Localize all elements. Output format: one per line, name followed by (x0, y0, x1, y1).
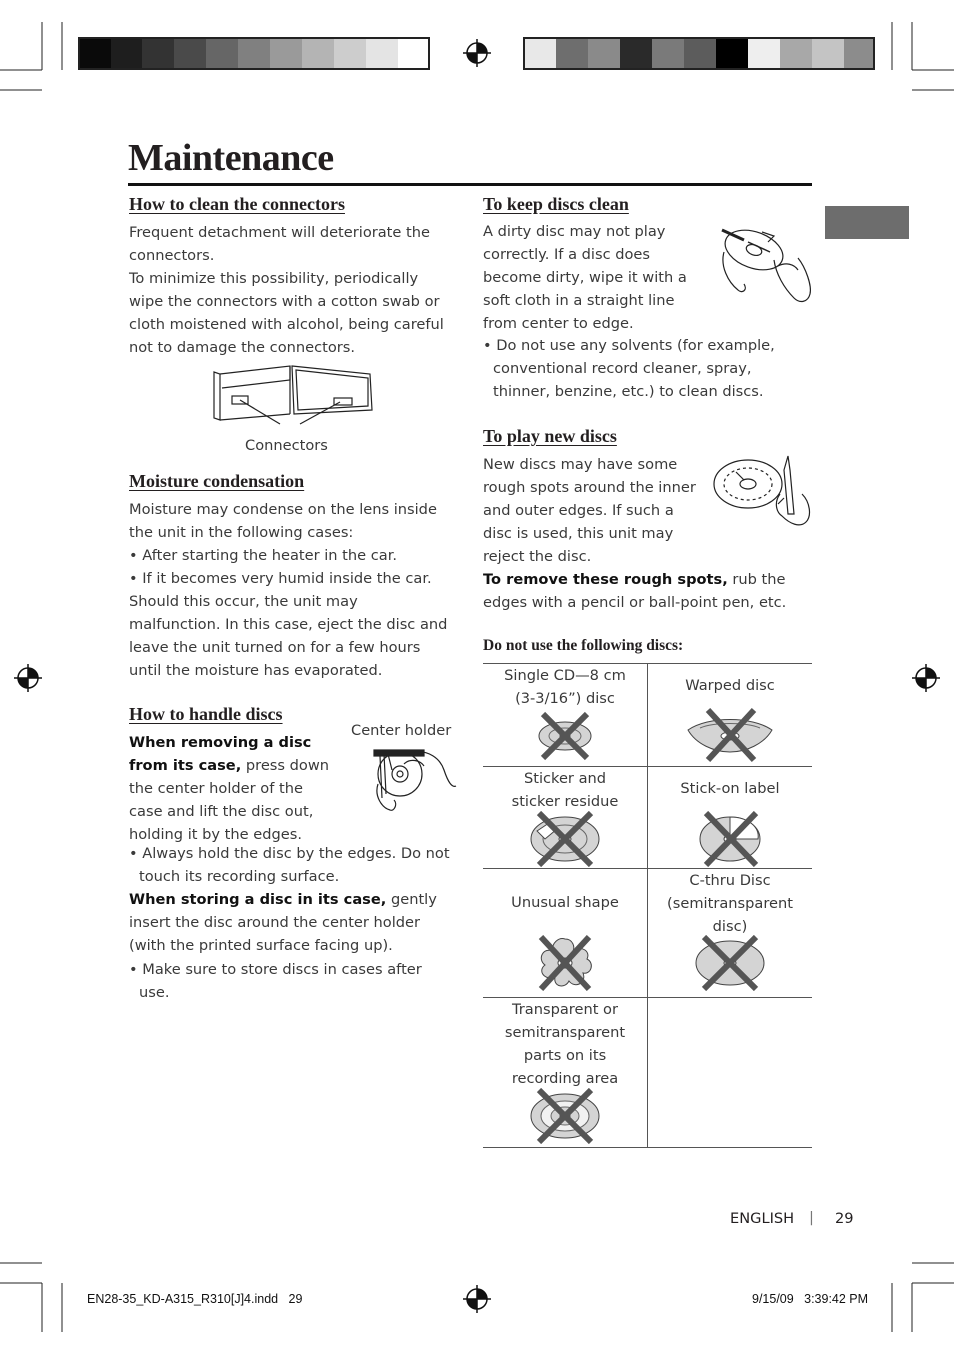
remove-rough-body: rub the edges with a pencil or ball-point pen, etc. (483, 571, 787, 611)
cell-single-cd (483, 664, 647, 766)
cell-warped (647, 664, 812, 766)
footer-language: ENGLISH (730, 1210, 795, 1227)
cell-cthru-label: C-thru Disc (semitransparent disc) (667, 872, 793, 935)
cell-transparent (483, 998, 647, 1147)
crossed-flower-disc-icon (533, 935, 597, 991)
moisture-p1: Moisture may condense on the lens inside the unit in the following cases: (129, 501, 437, 541)
cell-warped-label: Warped disc (685, 677, 775, 694)
remove-rough-text (483, 568, 811, 614)
storing-bold: When storing a disc in its case, (129, 891, 387, 908)
connectors-caption: Connectors (245, 437, 328, 454)
removing-body: press down the center holder of the case and lift the disc out, holding it by the edges. (129, 757, 330, 843)
moisture-p2: Should this occur, the unit may malfunction. In this case, eject the disc and leave the unit turned on for a few hours until the moisture has evaporated. (129, 593, 448, 679)
page-title: Maintenance (128, 137, 334, 179)
clean-bullet-1-text: Do not use any solvents (for example, conventional record cleaner, spray, thinner, benzine, etc.) to clean discs. (493, 337, 775, 400)
table-row (483, 869, 812, 998)
removing-text (129, 731, 335, 846)
cell-sticker-label: Sticker and sticker residue (511, 770, 619, 810)
clean-p1: A dirty disc may not play correctly. If a disc does become dirty, wipe it with a soft cloth in a straight line from center to edge. (483, 223, 687, 332)
table-row (483, 664, 812, 767)
crossed-transparent-disc-icon (527, 1088, 603, 1144)
cell-unusual-shape-label: Unusual shape (511, 894, 619, 911)
cell-sticker (483, 767, 647, 868)
center-holder-caption: Center holder (351, 722, 452, 739)
slug-datetime: 9/15/09 3:39:42 PM (752, 1292, 869, 1306)
table-row (483, 998, 812, 1148)
heading-clean-connectors: How to clean the connectors (129, 194, 345, 214)
storing-body: gently insert the disc around the center holder (with the printed surface facing up). (129, 891, 437, 954)
cell-transparent-label: Transparent or semitransparent parts on its recording area (504, 1001, 626, 1087)
moisture-bullet-2-text: If it becomes very humid inside the car. (142, 570, 432, 587)
heading-keep-clean: To keep discs clean (483, 194, 629, 214)
connectors-p2: To minimize this possibility, periodically wipe the connectors with a cotton swab or cloth moistened with alcohol, being careful not to damage the connectors. (129, 270, 444, 356)
page-number: 29 (835, 1210, 854, 1227)
cell-cthru (647, 869, 812, 997)
crossed-cthru-disc-icon (692, 935, 768, 991)
moisture-bullet-2: • If it becomes very humid inside the car. (129, 570, 432, 587)
handle-bullet-1: • Always hold the disc by the edges. Do not touch its recording surface. (129, 845, 450, 885)
slug-filename: EN28-35_KD-A315_R310[J]4.indd 29 (87, 1292, 303, 1306)
crossed-small-disc-icon (535, 710, 595, 762)
crossed-label-disc-icon (696, 811, 766, 867)
heading-do-not-use: Do not use the following discs: (483, 637, 684, 654)
clean-bullet-1: • Do not use any solvents (for example, conventional record cleaner, spray, thinner, benzine, etc.) to clean discs. (483, 337, 775, 400)
heading-new-discs: To play new discs (483, 426, 617, 446)
wipe-disc-illustration (714, 218, 814, 312)
do-not-use-table (483, 663, 812, 1148)
cell-unusual-shape (483, 869, 647, 997)
moisture-bullet-1-text: After starting the heater in the car. (142, 547, 398, 564)
heading-moisture: Moisture condensation (129, 471, 305, 491)
handle-bullet-1-text: Always hold the disc by the edges. Do not touch its recording surface. (139, 845, 450, 885)
moisture-text (129, 498, 453, 682)
handle-text (129, 842, 453, 1004)
heading-handle-discs: How to handle discs (129, 704, 283, 724)
handle-bullet-2: • Make sure to store discs in cases after use. (129, 961, 422, 1001)
connectors-p1: Frequent detachment will deteriorate the connectors. (129, 224, 430, 264)
cell-single-cd-label: Single CD—8 cm (3-3/16”) disc (504, 667, 626, 707)
crossed-sticker-disc-icon (527, 811, 603, 867)
remove-rough-bold: To remove these rough spots, (483, 571, 728, 588)
pencil-disc-illustration (710, 454, 816, 540)
section-tab (825, 206, 909, 239)
table-row (483, 767, 812, 869)
connectors-text (129, 221, 449, 359)
moisture-bullet-1: • After starting the heater in the car. (129, 547, 398, 564)
crossed-warped-disc-icon (684, 708, 776, 764)
handle-bullet-2-text: Make sure to store discs in cases after use. (139, 961, 422, 1001)
title-rule (128, 183, 812, 186)
clean-bullet (483, 334, 807, 403)
newdiscs-p1: New discs may have some rough spots around the inner and outer edges. If such a disc is used, this unit may reject the disc. (483, 456, 696, 565)
cell-stick-on-label-text: Stick-on label (680, 780, 780, 797)
removing-bold: When removing a disc from its case, (129, 734, 312, 774)
cell-empty (647, 998, 812, 1147)
connectors-illustration (210, 360, 380, 432)
storing-text (129, 888, 453, 957)
cell-stick-on-label (647, 767, 812, 868)
center-holder-illustration (344, 744, 460, 820)
footer-separator: | (809, 1209, 814, 1226)
